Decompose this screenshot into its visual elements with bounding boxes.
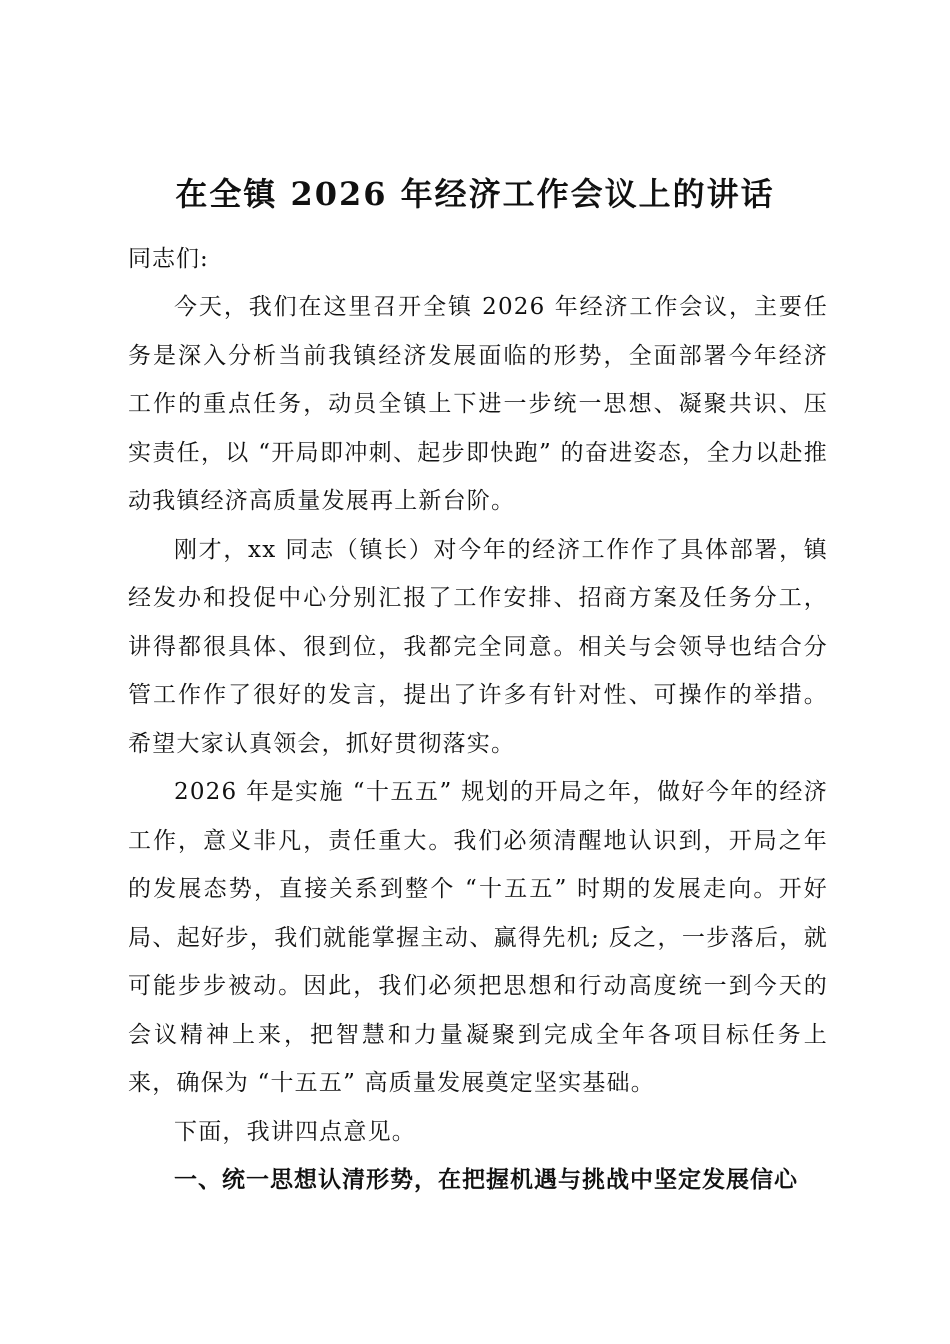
paragraph-opening: 今天，我们在这里召开全镇 2026 年经济工作会议，主要任务是深入分析当前我镇经济发展面临的形势，全面部署今年经济工作的重点任务，动员全镇上下进一步统一思想、凝聚共识、压实责任，以 “开局即冲刺、起步即快跑” 的奋进姿态，全力以赴推动我镇经济高质量发展再上新台阶。 xyxy=(128,294,828,514)
paragraph-significance: 2026 年是实施 “十五五” 规划的开局之年，做好今年的经济工作，意义非凡，责任重大。我们必须清醒地认识到，开局之年的发展态势，直接关系到整个 “十五五” 时期的发展走向。开好局、起好步，我们就能掌握主动、赢得先机; 反之，一步落后，就可能步步被动。因此，我们必须把思想和行动高度统一到今天的会议精神上来，把智慧和力量凝聚到完成全年各项目标任务上来，确保为 “十五五” 高质量发展奠定坚实基础。 xyxy=(128,779,828,1096)
document-body xyxy=(128,235,828,1204)
paragraph-reports: 刚才，xx 同志（镇长）对今年的经济工作作了具体部署，镇经发办和投促中心分别汇报了工作安排、招商方案及任务分工，讲得都很具体、很到位，我都完全同意。相关与会领导也结合分管工作作了很好的发言，提出了许多有针对性、可操作的举措。希望大家认真领会，抓好贯彻落实。 xyxy=(128,536,828,757)
section-heading-1: 一、统一思想认清形势，在把握机遇与挑战中坚定发展信心 xyxy=(174,1166,798,1193)
document-title: 在全镇 2026 年经济工作会议上的讲话 xyxy=(175,175,775,213)
salutation: 同志们: xyxy=(128,246,209,272)
paragraph-transition: 下面，我讲四点意见。 xyxy=(174,1118,416,1145)
